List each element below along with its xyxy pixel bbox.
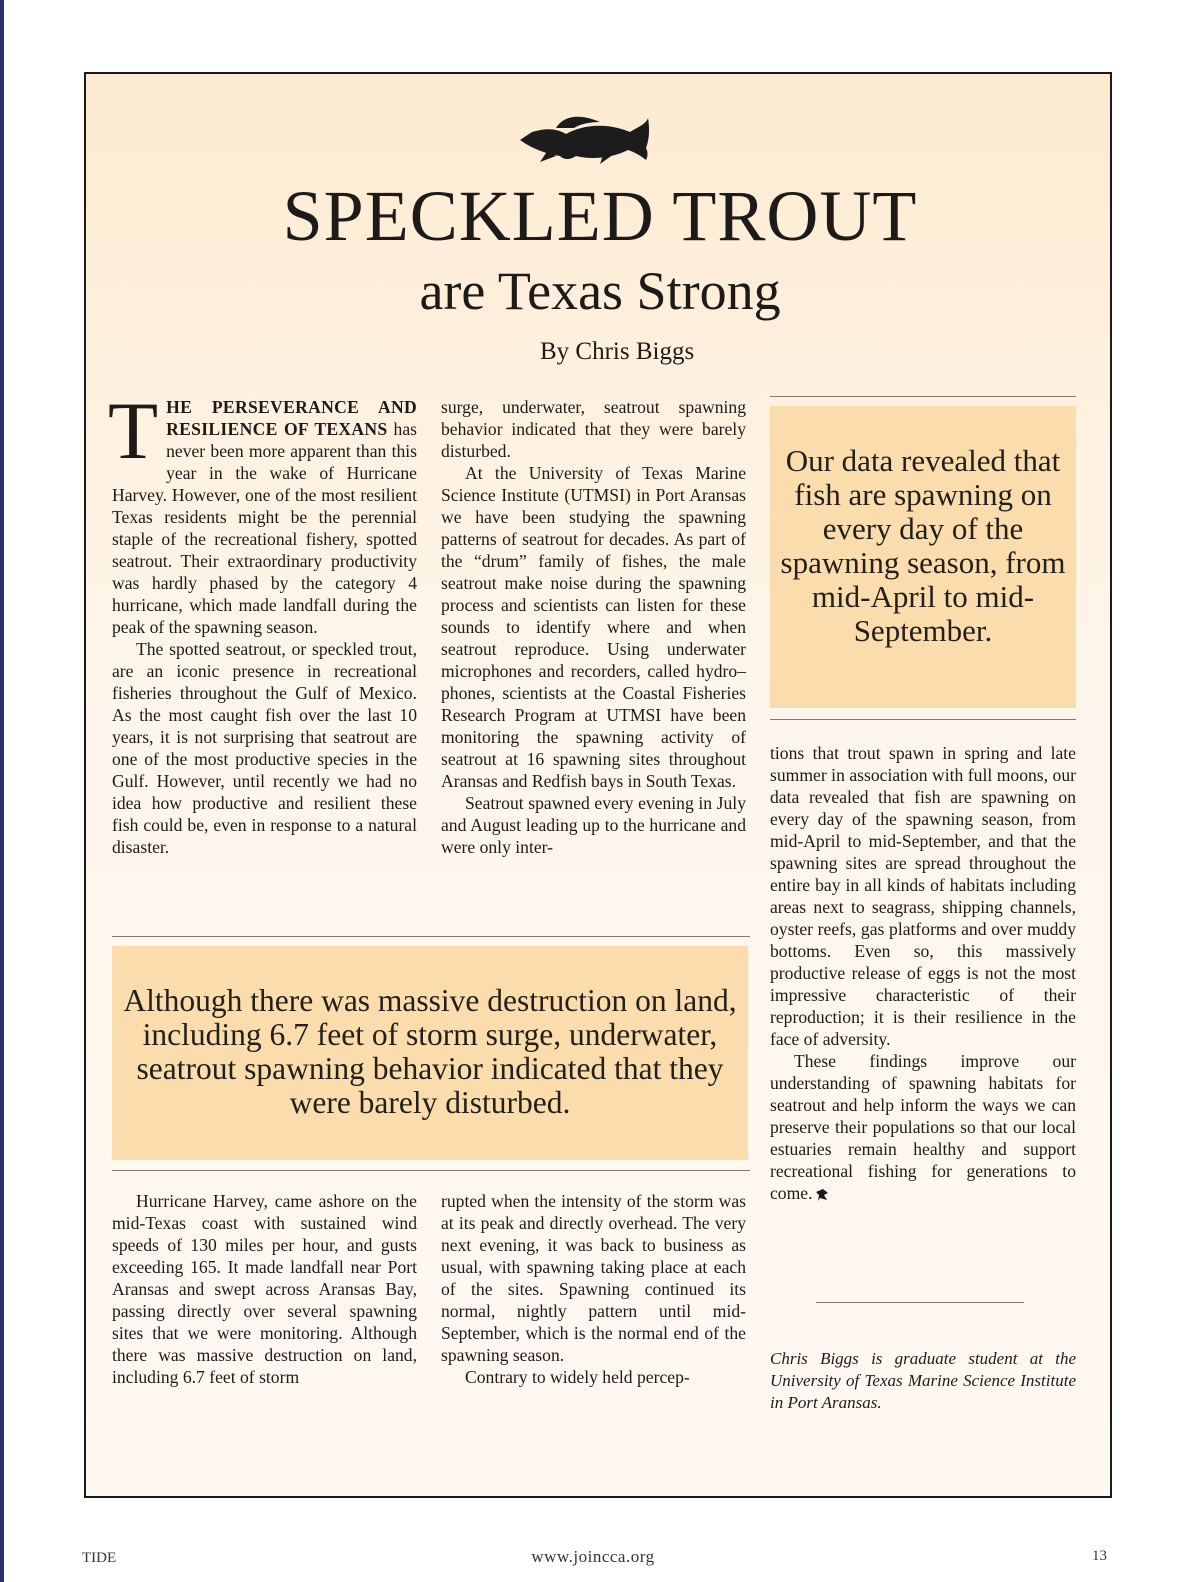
paragraph: has never been more apparent than this year in the wake of Hurricane Harvey. However, one of the most resilient Texas residents might be the perennial staple of the recreational fishery, spotted seatrout. Their extraordinary productivity was hardly phased by the category 4 hurricane, which made landfall during the peak of the spawning season. <box>112 419 417 637</box>
paragraph: Seatrout spawned every evening in July and August leading up to the hurricane and were only inter- <box>441 793 746 857</box>
byline: By Chris Biggs <box>540 338 695 365</box>
article-column-5 <box>441 1190 746 1388</box>
article-column-3 <box>770 742 1076 1204</box>
end-mark-icon <box>815 1188 829 1202</box>
paragraph: surge, underwater, seatrout spawning behavior indicated that they were barely disturbed. <box>441 397 746 461</box>
footer-url[interactable]: www.joincca.org <box>531 1547 655 1566</box>
divider <box>816 1302 1024 1303</box>
article-title: SPECKLED TROUT <box>282 176 918 256</box>
paragraph: The spotted seatrout, or speckled trout, are an iconic presence in recreational fisheries throughout the Gulf of Mexico. As the most caught fish over the last 10 years, it is not surprising that seatrout are one of the most productive species in the Gulf. However, until recently we had no idea how productive and resilient these fish could be, even in response to a natural disaster. <box>112 639 417 857</box>
article-column-4 <box>112 1190 417 1388</box>
paragraph: tions that trout spawn in spring and late summer in association with full moons, our data revealed that fish are spawning on every day of the spawning season, from mid-April to mid-September, and that the spawning sites are spread throughout the entire bay in all kinds of habitats including areas next to seagrass, shipping channels, oyster reefs, gas platforms and over muddy bottoms. Even so, this massively productive release of eggs is not the most impressive characteristic of their reproduction; it is their resilience in the face of adversity. <box>770 743 1076 1049</box>
page-number: 13 <box>1092 1548 1107 1564</box>
article-column-1 <box>108 385 417 858</box>
pull-quote-right: Our data revealed that fish are spawning on every day of the spawning season, from mid-April to mid-September. <box>770 406 1076 708</box>
divider <box>112 936 750 937</box>
paragraph: These findings improve our understanding of spawning habitats for seatrout and help inform the ways we can preserve their populations so that our local estuaries remain healthy and support recreational fishing for generations to come. <box>770 1051 1076 1203</box>
drop-cap: T <box>108 385 159 476</box>
author-bio: Chris Biggs is graduate student at the University of Texas Marine Science Institute in Port Aransas. <box>770 1349 1076 1412</box>
article-column-2 <box>441 396 746 858</box>
lead-in: HE PERSEVERANCE AND RESILIENCE OF TEXANS <box>166 397 417 439</box>
pull-quote-center: Although there was massive destruction on land, including 6.7 feet of storm surge, underwater, seatrout spawning behavior indicated that they were barely disturbed. <box>112 946 748 1160</box>
paragraph: rupted when the intensity of the storm was at its peak and directly overhead. The very next evening, it was back to business as usual, with spawning taking place at each of the sites. Spawning continued its normal, nightly pattern until mid-September, which is the normal end of the spawning season. <box>441 1191 746 1365</box>
paragraph: Hurricane Harvey, came ashore on the mid-Texas coast with sustained wind speeds of 130 miles per hour, and gusts exceeding 165. It made landfall near Port Aransas and swept across Aransas Bay, passing directly over several spawning sites that we were monitoring. Although there was massive destruction on land, including 6.7 feet of storm <box>112 1191 417 1387</box>
footer-publication: TIDE <box>82 1550 117 1566</box>
article-subtitle: are Texas Strong <box>419 261 781 321</box>
divider <box>112 1170 750 1171</box>
paragraph: Contrary to widely held percep- <box>465 1367 690 1387</box>
divider <box>770 396 1076 397</box>
fish-icon <box>0 0 1200 170</box>
divider <box>770 719 1076 720</box>
paragraph: At the University of Texas Marine Science Institute (UTMSI) in Port Aransas we have been studying the spawning patterns of seatrout for decades. As part of the “drum” family of fishes, the male seatrout make noise during the spawning process and scientists can listen for these sounds to identify where and when seatrout reproduce. Using underwater microphones and recorders, called hydro–phones, scientists at the Coastal Fisheries Research Program at UTMSI have been monitoring the spawning activity of seatrout at 16 spawning sites throughout Aransas and Redfish bays in South Texas. <box>441 463 746 791</box>
